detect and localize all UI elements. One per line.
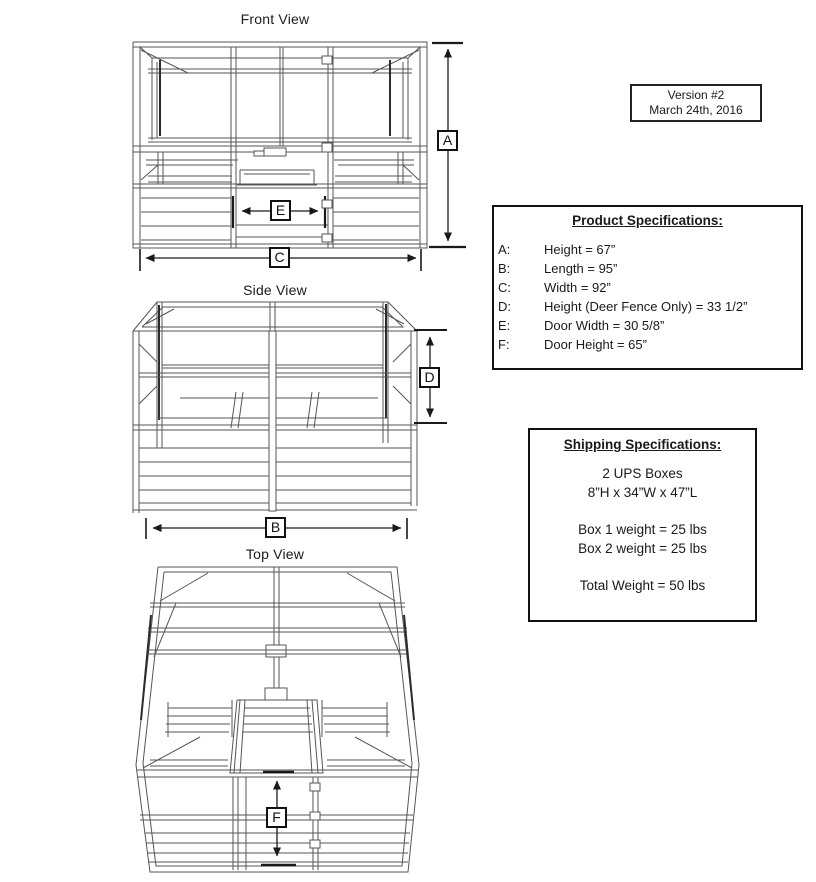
spec-row [498,297,797,316]
version-date: March 24th, 2016 [649,103,743,117]
side-view-dimensions [146,330,447,539]
shipping-box-count: 2 UPS Boxes [602,466,683,481]
spec-value: Height (Deer Fence Only) = 33 1/2” [544,299,748,314]
dimension-label-B: B [265,517,286,538]
spacer [534,558,751,576]
spec-value: Height = 67” [544,242,616,257]
shipping-specifications-box [528,428,757,622]
spec-value: Length = 95” [544,261,618,276]
dimension-label-E: E [270,200,291,221]
spec-row [498,278,797,297]
spec-key: A: [498,242,511,257]
version-box [630,84,762,122]
product-specifications-title: Product Specifications: [572,213,723,228]
shipping-box1-weight: Box 1 weight = 25 lbs [578,522,707,537]
spec-key: C: [498,280,511,295]
dimension-label-C: C [269,247,290,268]
side-view-title: Side View [243,282,307,298]
dimension-label-A: A [437,130,458,151]
spec-row [498,335,797,354]
spec-key: E: [498,318,511,333]
product-specifications-box [492,205,803,370]
dimension-label-D: D [419,367,440,388]
spec-row [498,316,797,335]
spec-key: F: [498,337,510,352]
version-number: Version #2 [667,88,725,102]
spec-row [498,259,797,278]
shipping-specifications-title: Shipping Specifications: [563,437,722,452]
top-view-title: Top View [245,546,305,562]
spec-value: Door Width = 30 5/8” [544,318,665,333]
side-view-drawing [133,302,417,513]
shipping-box-size: 8”H x 34”W x 47”L [587,485,698,500]
spec-key: D: [498,299,511,314]
spacer [534,502,751,520]
spec-key: B: [498,261,511,276]
front-view-title: Front View [240,11,310,27]
dimension-label-F: F [266,807,287,828]
spec-value: Door Height = 65” [544,337,647,352]
spec-row [498,240,797,259]
shipping-box2-weight: Box 2 weight = 25 lbs [578,541,707,556]
shipping-total-weight: Total Weight = 50 lbs [579,578,706,593]
spec-value: Width = 92” [544,280,611,295]
